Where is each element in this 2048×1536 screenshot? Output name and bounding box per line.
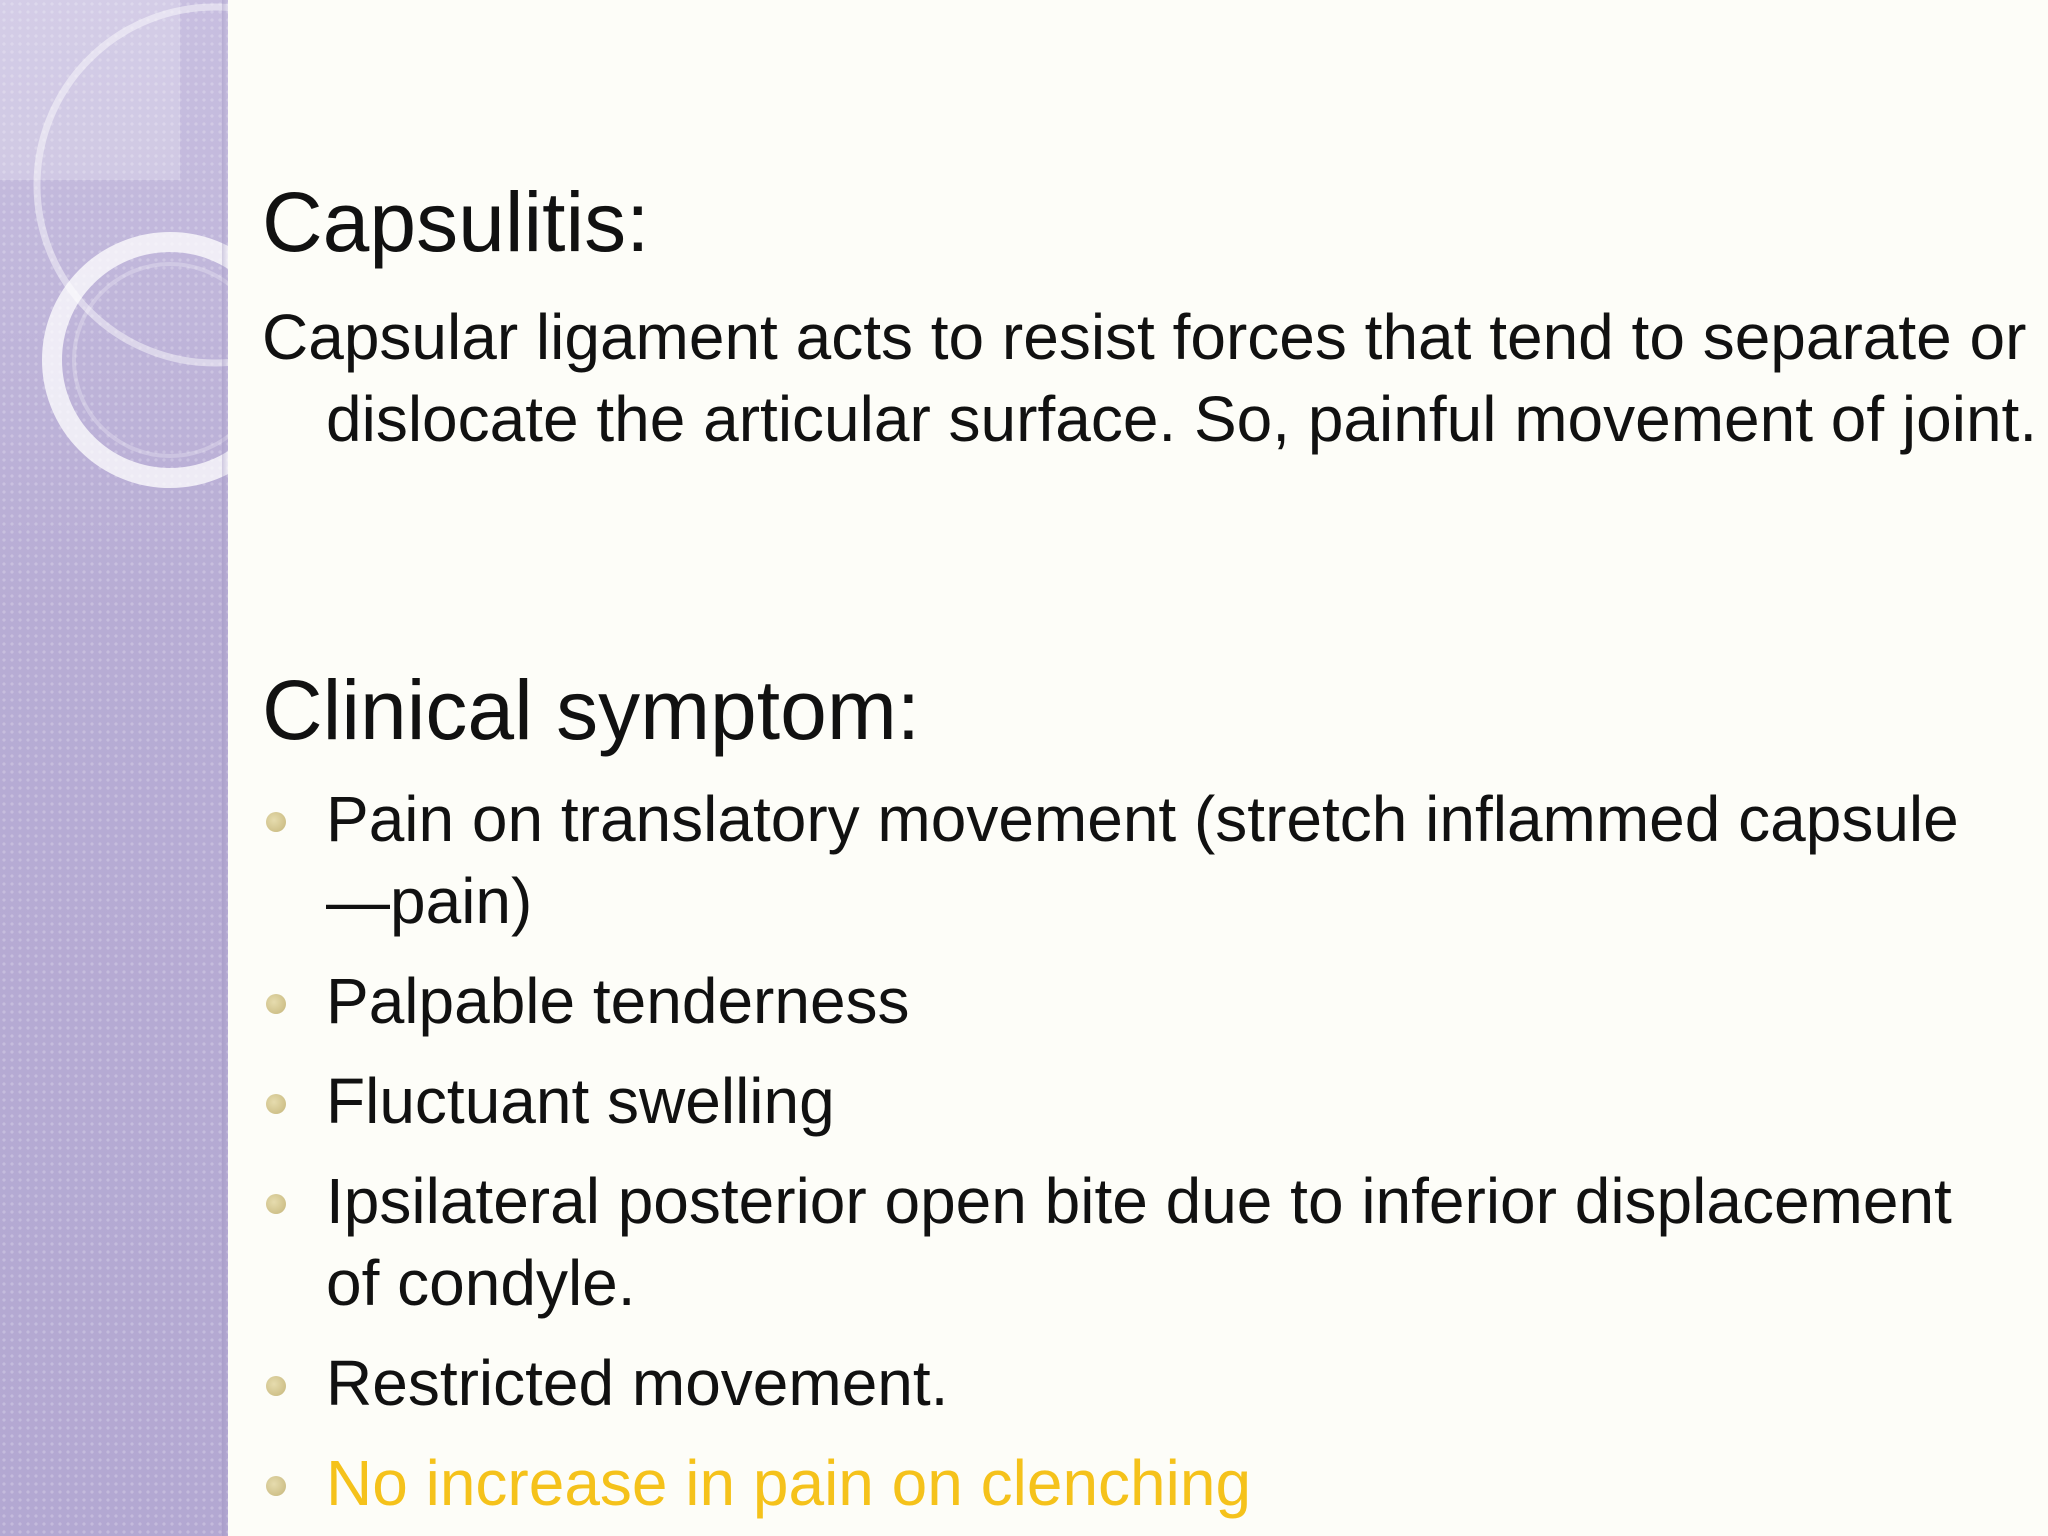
bullet-dot-icon bbox=[266, 1094, 286, 1114]
list-item bbox=[262, 1442, 2002, 1524]
list-item bbox=[262, 1342, 2002, 1424]
capsulitis-description: Capsular ligament acts to resist forces that tend to separate or dislocate the articular surface. So, painful movement of joint. bbox=[262, 301, 2038, 455]
symptom-list bbox=[262, 778, 2002, 1536]
bullet-dot-icon bbox=[266, 1376, 286, 1396]
bullet-dot-icon bbox=[266, 812, 286, 832]
list-item bbox=[262, 960, 2002, 1042]
list-item-text: No increase in pain on clenching bbox=[326, 1447, 1252, 1519]
bullet-dot-icon bbox=[266, 1476, 286, 1496]
list-item bbox=[262, 778, 2002, 942]
list-item-text: Fluctuant swelling bbox=[326, 1065, 835, 1137]
list-item-text: Restricted movement. bbox=[326, 1347, 949, 1419]
section-heading: Clinical symptom: bbox=[262, 663, 921, 757]
bullet-dot-icon bbox=[266, 994, 286, 1014]
list-item bbox=[262, 1160, 2002, 1324]
list-item-text: Ipsilateral posterior open bite due to inferior displacement of condyle. bbox=[326, 1165, 1952, 1319]
list-item bbox=[262, 1060, 2002, 1142]
decorative-side-panel bbox=[0, 0, 228, 1536]
decorative-rings-icon bbox=[0, 0, 228, 520]
side-panel-edge bbox=[222, 0, 228, 1536]
bullet-dot-icon bbox=[266, 1194, 286, 1214]
list-item-text: Pain on translatory movement (stretch inflammed capsule—pain) bbox=[326, 783, 1959, 937]
slide-title: Capsulitis: bbox=[262, 175, 650, 269]
list-item-text: Palpable tenderness bbox=[326, 965, 910, 1037]
